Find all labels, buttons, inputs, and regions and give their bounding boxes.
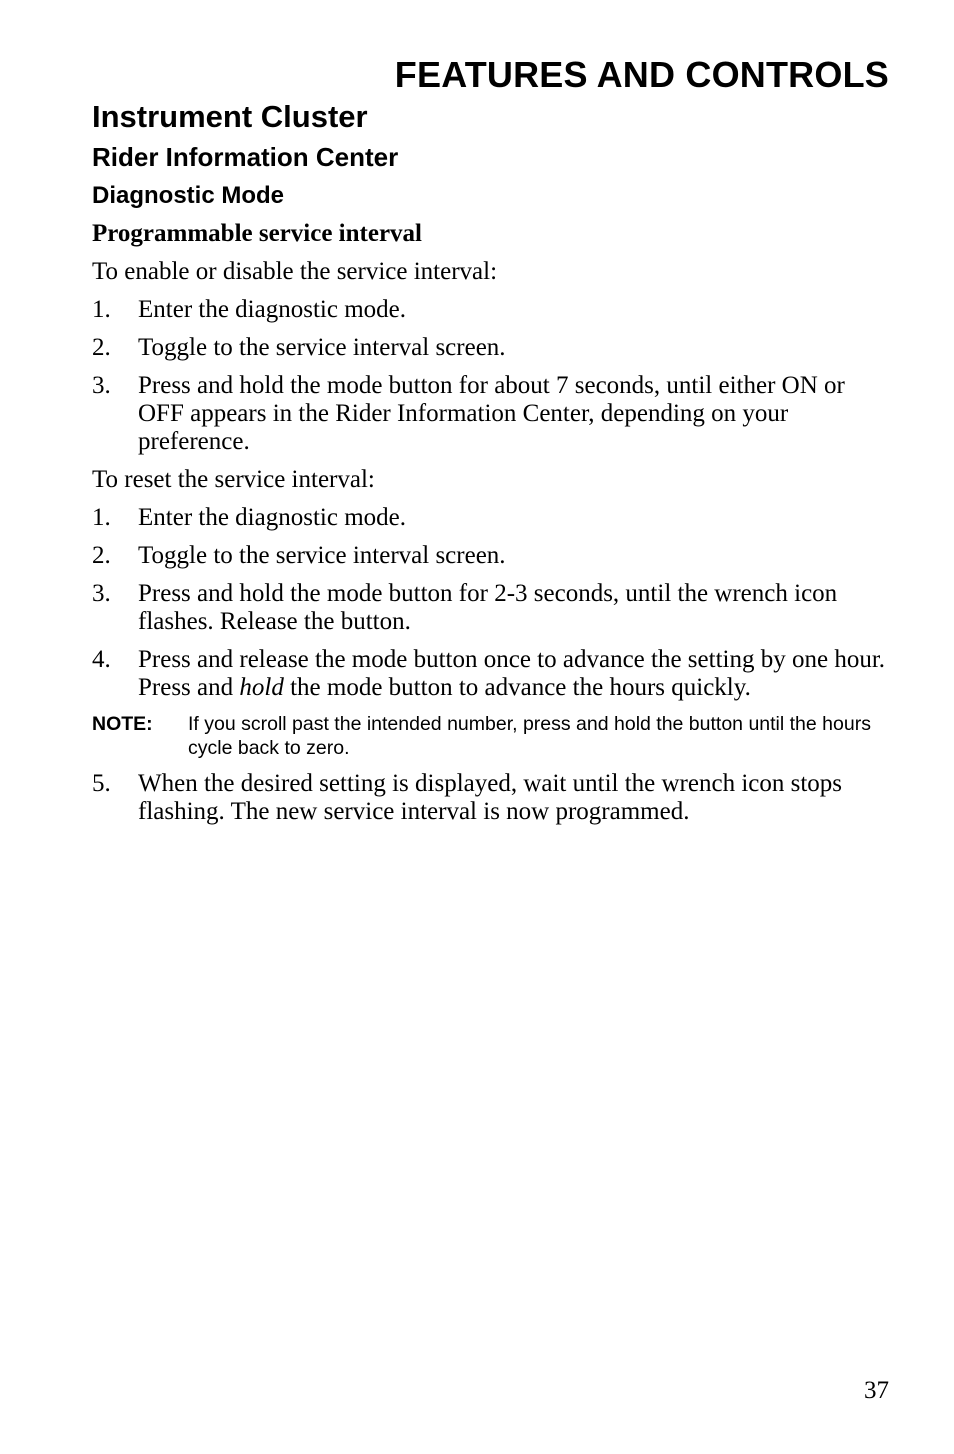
step-text: Enter the diagnostic mode. — [138, 504, 406, 531]
enable-intro: To enable or disable the service interval: — [92, 258, 498, 285]
step-text: Toggle to the service interval screen. — [138, 334, 506, 361]
step-text: Press and hold the mode button for 2-3 seconds, until the wrench icon flashes. Release the button. — [138, 580, 838, 635]
step-text-emphasis: hold — [239, 674, 284, 701]
step-text: When the desired setting is displayed, wait until the wrench icon stops flashing. The new service interval is now programmed. — [138, 770, 843, 825]
step-text — [138, 646, 885, 701]
step-text-before: Press and release the mode button once to advance the setting by one hour. Press and — [138, 646, 886, 701]
note-label: NOTE: — [92, 713, 153, 735]
note-text: If you scroll past the intended number, press and hold the button until the hours cycle back to zero. — [188, 713, 871, 759]
list-item — [92, 372, 889, 456]
section-heading: Instrument Cluster — [92, 99, 368, 134]
step-number: 4. — [92, 646, 111, 673]
step-number: 2. — [92, 542, 111, 569]
step-number: 1. — [92, 504, 111, 531]
step-text: Press and hold the mode button for about 7 seconds, until either ON or OFF appears in the Rider Information Center, depending on your preference. — [138, 372, 845, 455]
chapter-title: FEATURES AND CONTROLS — [394, 54, 889, 95]
list-item — [92, 334, 889, 362]
list-item — [92, 580, 889, 636]
manual-page — [92, 0, 889, 1454]
list-item — [92, 770, 889, 826]
subsubsection-heading: Diagnostic Mode — [92, 182, 285, 209]
topic-heading: Programmable service interval — [92, 220, 422, 247]
step-number: 5. — [92, 770, 111, 797]
list-item — [92, 646, 889, 702]
step-number: 3. — [92, 580, 111, 607]
step-text: Enter the diagnostic mode. — [138, 296, 406, 323]
step-number: 1. — [92, 296, 111, 323]
note-block — [92, 712, 889, 760]
subsection-heading: Rider Information Center — [92, 142, 399, 172]
list-item — [92, 296, 889, 324]
body-content — [92, 220, 889, 836]
step-number: 3. — [92, 372, 111, 399]
reset-intro: To reset the service interval: — [92, 466, 375, 493]
list-item — [92, 504, 889, 532]
page-number: 37 — [864, 1377, 889, 1404]
step-text: Toggle to the service interval screen. — [138, 542, 506, 569]
list-item — [92, 542, 889, 570]
step-text-after: the mode button to advance the hours quickly. — [283, 674, 751, 701]
step-number: 2. — [92, 334, 111, 361]
